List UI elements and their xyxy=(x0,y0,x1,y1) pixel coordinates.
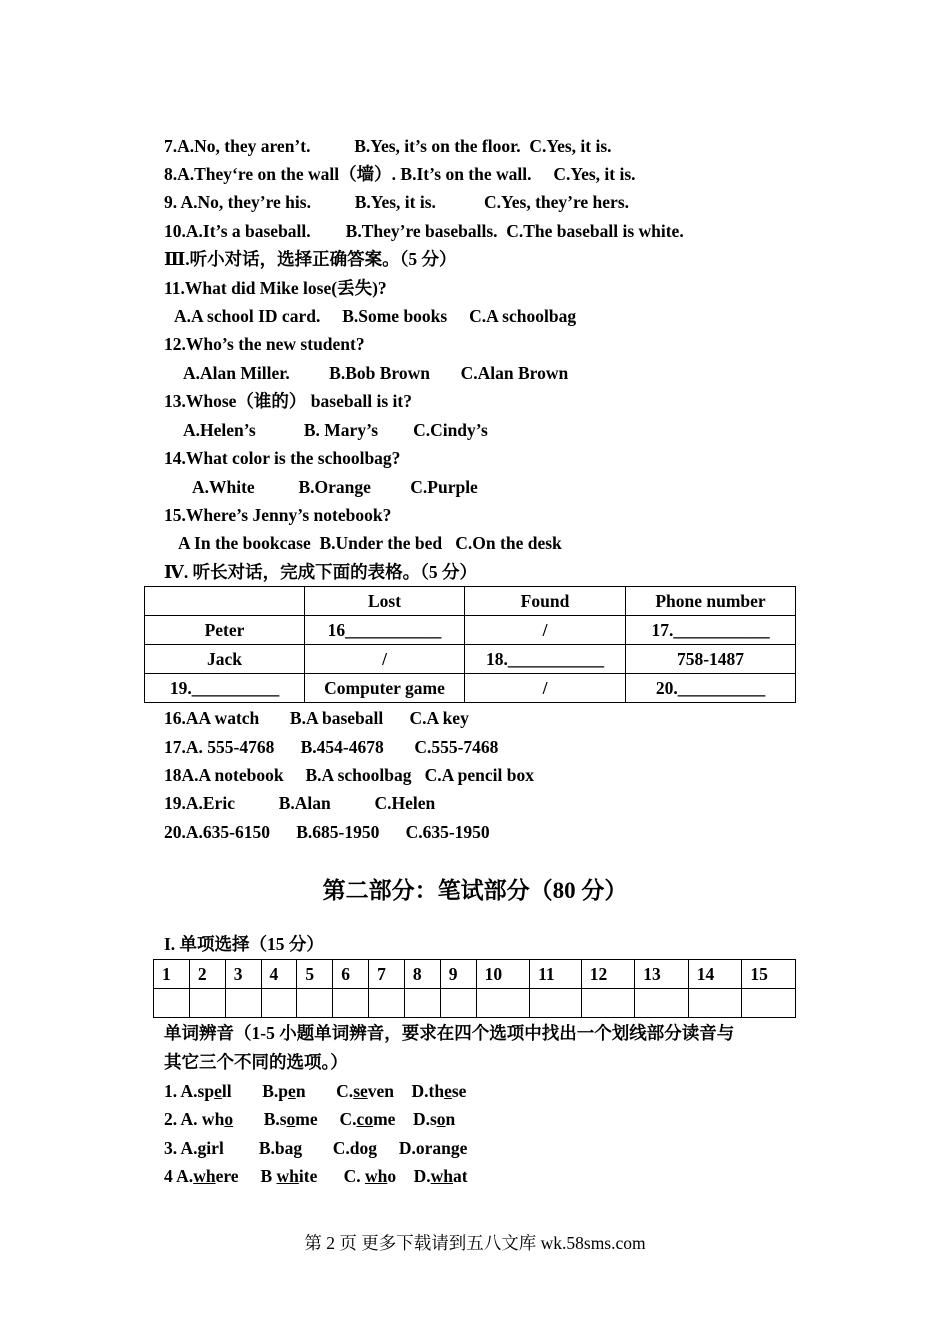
answer-blank-cell[interactable] xyxy=(297,989,333,1018)
lost-found-table xyxy=(144,586,796,703)
answer-number-cell: 4 xyxy=(261,960,297,989)
table-cell: 16___________ xyxy=(305,616,465,645)
table-cell: / xyxy=(305,645,465,674)
question-9: 9. A.No, they’re his. B.Yes, it is. C.Yes, they’re hers. xyxy=(164,192,630,212)
answer-blank-cell[interactable] xyxy=(635,989,689,1018)
answer-number-cell: 15 xyxy=(742,960,796,989)
phonetics-option: B white xyxy=(238,1166,318,1186)
options-16: 16.AA watch B.A baseball C.A key xyxy=(164,708,469,728)
answer-blank-cell[interactable] xyxy=(688,989,742,1018)
phonetics-intro-line-2: 其它三个不同的选项。） xyxy=(164,1052,348,1072)
question-12: 12.Who’s the new student? xyxy=(164,334,365,354)
underlined-letters: e xyxy=(444,1081,452,1101)
answer-blank-cell[interactable] xyxy=(742,989,796,1018)
phonetics-question-1 xyxy=(164,1080,466,1102)
phonetics-option: B.pen xyxy=(231,1081,306,1101)
options-19: 19.A.Eric B.Alan C.Helen xyxy=(164,793,436,813)
underlined-letters: wh xyxy=(193,1166,216,1186)
answer-number-cell: 9 xyxy=(440,960,476,989)
phonetics-option: A.girl xyxy=(180,1138,224,1158)
answer-number-cell: 7 xyxy=(369,960,405,989)
section-4-heading: Ⅳ. 听长对话，完成下面的表格。（5 分） xyxy=(164,562,477,582)
answer-number-cell: 8 xyxy=(404,960,440,989)
table-row xyxy=(145,616,796,645)
table-row xyxy=(145,645,796,674)
table-cell: Computer game xyxy=(305,674,465,703)
table-cell: Found xyxy=(465,587,626,616)
answer-blank-cell[interactable] xyxy=(440,989,476,1018)
underlined-letters: wh xyxy=(364,1166,388,1186)
table-cell: 19.__________ xyxy=(145,674,305,703)
underlined-letters: wh xyxy=(430,1166,453,1186)
answer-grid xyxy=(153,959,796,1018)
question-13-options: A.Helen’s B. Mary’s C.Cindy’s xyxy=(183,420,488,440)
answer-blank-cell[interactable] xyxy=(404,989,440,1018)
table-cell: Phone number xyxy=(626,587,796,616)
table-cell: 17.___________ xyxy=(626,616,796,645)
table-row xyxy=(145,674,796,703)
table-header-row xyxy=(145,587,796,616)
question-number: 3. xyxy=(164,1138,181,1158)
answer-blank-cell[interactable] xyxy=(581,989,635,1018)
answer-number-cell: 12 xyxy=(581,960,635,989)
phonetics-question-3 xyxy=(164,1137,467,1159)
answer-blank-cell[interactable] xyxy=(333,989,369,1018)
answer-number-cell: 10 xyxy=(476,960,530,989)
question-12-options: A.Alan Miller. B.Bob Brown C.Alan Brown xyxy=(183,363,569,383)
question-number: 2. xyxy=(164,1109,181,1129)
phonetics-option: C.dog xyxy=(302,1138,377,1158)
answer-number-cell: 14 xyxy=(688,960,742,989)
underlined-letters: e xyxy=(288,1081,296,1101)
answer-number-cell: 6 xyxy=(333,960,369,989)
question-7: 7.A.No, they aren’t. B.Yes, it’s on the floor. C.Yes, it is. xyxy=(164,136,612,156)
phonetics-option: B.some xyxy=(233,1109,318,1129)
underlined-letters: se xyxy=(353,1081,368,1101)
phonetics-option: A. who xyxy=(180,1109,234,1129)
answer-blank-cell[interactable] xyxy=(225,989,261,1018)
answer-blank-cell[interactable] xyxy=(369,989,405,1018)
answer-blank-cell[interactable] xyxy=(261,989,297,1018)
phonetics-option: C.come xyxy=(317,1109,396,1129)
table-cell: / xyxy=(465,616,626,645)
phonetics-question-2 xyxy=(164,1108,455,1130)
phonetics-option: D.these xyxy=(394,1081,467,1101)
answer-blank-cell[interactable] xyxy=(476,989,530,1018)
phonetics-option: A.spell xyxy=(180,1081,232,1101)
phonetics-intro-line-1: 单词辨音（1-5 小题单词辨音，要求在四个选项中找出一个划线部分读音与 xyxy=(164,1023,735,1043)
answer-number-cell: 5 xyxy=(297,960,333,989)
underlined-letters: wh xyxy=(276,1166,299,1186)
phonetics-option: D.what xyxy=(396,1166,468,1186)
answer-blank-cell[interactable] xyxy=(189,989,225,1018)
table-cell: / xyxy=(465,674,626,703)
part-2-title: 第二部分：笔试部分（80 分） xyxy=(322,878,628,903)
question-10: 10.A.It’s a baseball. B.They’re baseballs. C.The baseball is white. xyxy=(164,221,684,241)
answer-number-cell: 2 xyxy=(189,960,225,989)
answer-blank-row xyxy=(154,989,796,1018)
options-17: 17.A. 555-4768 B.454-4678 C.555-7468 xyxy=(164,737,499,757)
underlined-letters: o xyxy=(286,1109,296,1129)
question-14-options: A.White B.Orange C.Purple xyxy=(192,477,478,497)
answer-number-cell: 11 xyxy=(530,960,582,989)
underlined-letters: o xyxy=(224,1109,234,1129)
table-cell: Lost xyxy=(305,587,465,616)
question-number: 1. xyxy=(164,1081,181,1101)
phonetics-option: B.bag xyxy=(223,1138,303,1158)
table-cell: 758-1487 xyxy=(626,645,796,674)
phonetics-option: D.son xyxy=(395,1109,456,1129)
question-15: 15.Where’s Jenny’s notebook? xyxy=(164,505,392,525)
answer-number-cell: 13 xyxy=(635,960,689,989)
question-8: 8.A.They‘re on the wall（墙）. B.It’s on the wall. C.Yes, it is. xyxy=(164,164,636,184)
page-footer: 第 2 页 更多下载请到五八文库 wk.58sms.com xyxy=(304,1233,646,1253)
answer-number-cell: 1 xyxy=(154,960,190,989)
question-14: 14.What color is the schoolbag? xyxy=(164,448,401,468)
underlined-letters: e xyxy=(214,1081,222,1101)
section-3-heading: Ⅲ.听小对话，选择正确答案。（5 分） xyxy=(164,249,457,269)
phonetics-option: C. who xyxy=(317,1166,397,1186)
phonetics-option: D.orange xyxy=(376,1138,468,1158)
question-13: 13.Whose（谁的） baseball is it? xyxy=(164,391,412,411)
answer-blank-cell[interactable] xyxy=(530,989,582,1018)
table-cell: Peter xyxy=(145,616,305,645)
answer-blank-cell[interactable] xyxy=(154,989,190,1018)
underlined-letters: co xyxy=(356,1109,374,1129)
phonetics-option: A.where xyxy=(176,1166,239,1186)
question-11-options: A.A school ID card. B.Some books C.A schoolbag xyxy=(174,306,577,326)
answer-number-row xyxy=(154,960,796,989)
answer-number-cell: 3 xyxy=(225,960,261,989)
question-15-options: A In the bookcase B.Under the bed C.On the desk xyxy=(178,533,562,553)
question-number: 4 xyxy=(164,1166,177,1186)
table-cell: 20.__________ xyxy=(626,674,796,703)
options-20: 20.A.635-6150 B.685-1950 C.635-1950 xyxy=(164,822,490,842)
underlined-letters: o xyxy=(436,1109,446,1129)
phonetics-option: C.seven xyxy=(305,1081,395,1101)
written-heading: I. 单项选择（15 分） xyxy=(164,934,324,954)
options-18: 18A.A notebook B.A schoolbag C.A pencil box xyxy=(164,765,534,785)
table-cell xyxy=(145,587,305,616)
phonetics-question-4 xyxy=(164,1165,468,1187)
table-cell: Jack xyxy=(145,645,305,674)
question-11: 11.What did Mike lose(丢失)? xyxy=(164,278,387,298)
table-cell: 18.___________ xyxy=(465,645,626,674)
